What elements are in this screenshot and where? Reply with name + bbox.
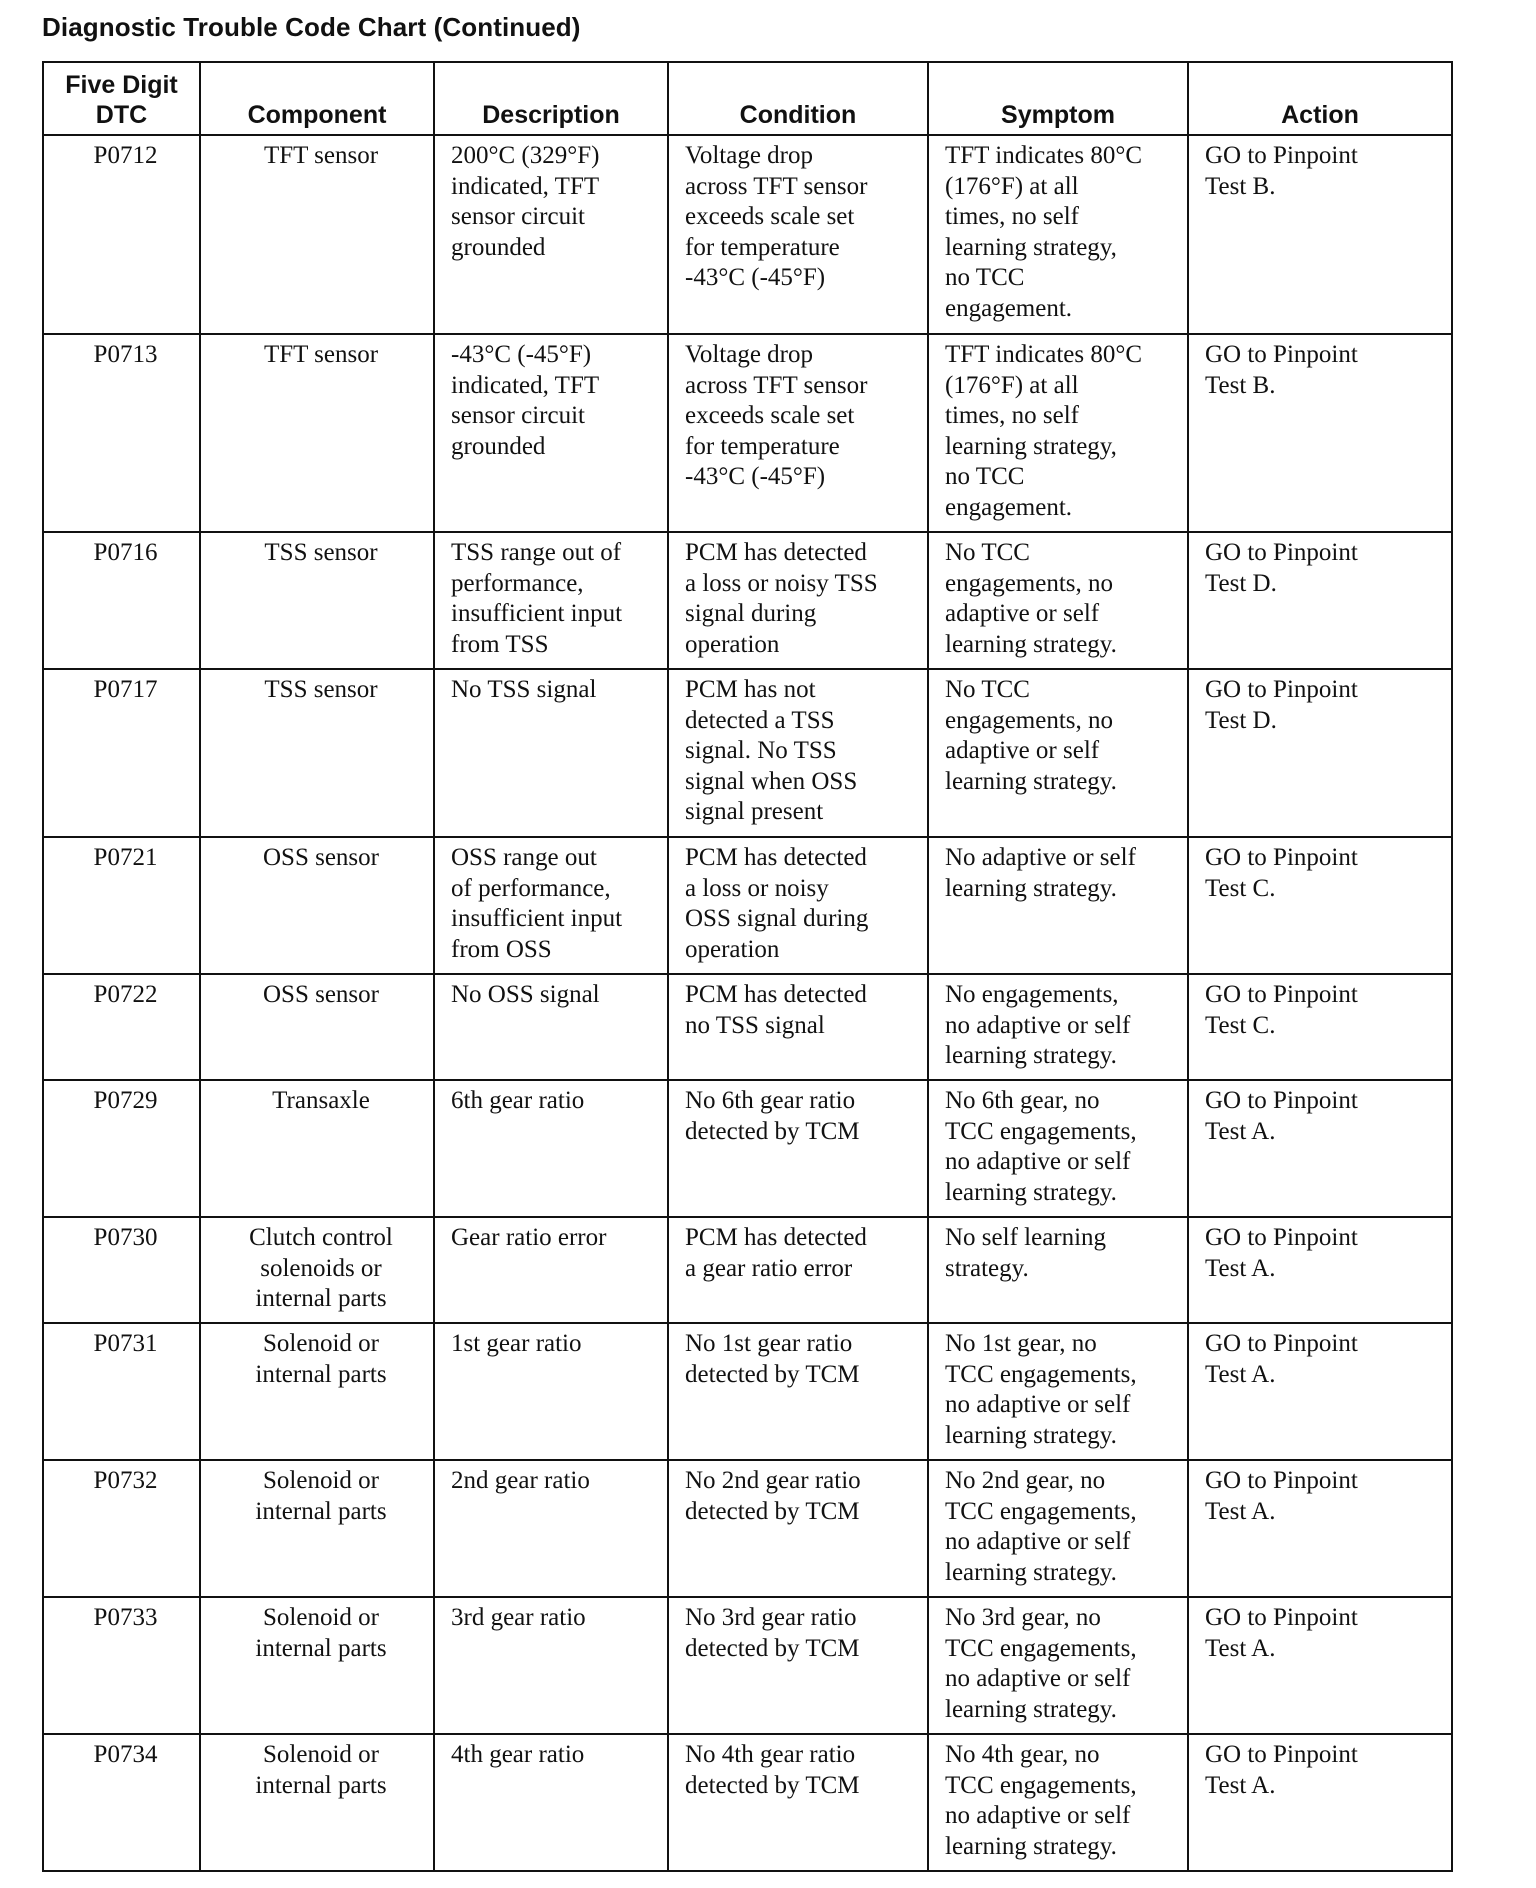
symptom-cell: No engagements, no adaptive or self learning strategy. (928, 974, 1188, 1080)
component-cell: Solenoid or internal parts (200, 1323, 434, 1460)
table-row (43, 1080, 1452, 1217)
description-cell: No TSS signal (434, 669, 668, 837)
description-cell: -43°C (-45°F) indicated, TFT sensor circuit grounded (434, 334, 668, 532)
condition-cell: Voltage drop across TFT sensor exceeds scale set for temperature -43°C (-45°F) (668, 334, 928, 532)
symptom-cell: No adaptive or self learning strategy. (928, 837, 1188, 974)
action-cell: GO to Pinpoint Test A. (1188, 1460, 1452, 1597)
header-symptom: Symptom (928, 62, 1188, 135)
component-cell: OSS sensor (200, 837, 434, 974)
table-row (43, 1460, 1452, 1597)
component-cell: OSS sensor (200, 974, 434, 1080)
symptom-cell: TFT indicates 80°C (176°F) at all times, no self learning strategy, no TCC engagement. (928, 334, 1188, 532)
condition-cell: PCM has detected a loss or noisy OSS signal during operation (668, 837, 928, 974)
component-cell: Solenoid or internal parts (200, 1734, 434, 1871)
action-cell: GO to Pinpoint Test A. (1188, 1597, 1452, 1734)
condition-cell: No 1st gear ratio detected by TCM (668, 1323, 928, 1460)
description-cell: No OSS signal (434, 974, 668, 1080)
dtc-code-cell: P0722 (43, 974, 200, 1080)
table-row (43, 974, 1452, 1080)
dtc-code-cell: P0732 (43, 1460, 200, 1597)
description-cell: 200°C (329°F) indicated, TFT sensor circuit grounded (434, 135, 668, 334)
table-row (43, 1323, 1452, 1460)
symptom-cell: No 2nd gear, no TCC engagements, no adaptive or self learning strategy. (928, 1460, 1188, 1597)
table-row (43, 837, 1452, 974)
description-cell: 6th gear ratio (434, 1080, 668, 1217)
dtc-code-cell: P0717 (43, 669, 200, 837)
dtc-code-cell: P0734 (43, 1734, 200, 1871)
table-row (43, 1217, 1452, 1323)
component-cell: Clutch control solenoids or internal parts (200, 1217, 434, 1323)
symptom-cell: No 6th gear, no TCC engagements, no adaptive or self learning strategy. (928, 1080, 1188, 1217)
action-cell: GO to Pinpoint Test B. (1188, 135, 1452, 334)
header-row (43, 62, 1452, 135)
dtc-code-cell: P0713 (43, 334, 200, 532)
description-cell: 4th gear ratio (434, 1734, 668, 1871)
header-condition: Condition (668, 62, 928, 135)
action-cell: GO to Pinpoint Test C. (1188, 974, 1452, 1080)
symptom-cell: No TCC engagements, no adaptive or self learning strategy. (928, 532, 1188, 669)
dtc-code-cell: P0729 (43, 1080, 200, 1217)
symptom-cell: No 4th gear, no TCC engagements, no adaptive or self learning strategy. (928, 1734, 1188, 1871)
condition-cell: PCM has detected a loss or noisy TSS signal during operation (668, 532, 928, 669)
condition-cell: No 6th gear ratio detected by TCM (668, 1080, 928, 1217)
dtc-code-cell: P0716 (43, 532, 200, 669)
dtc-code-cell: P0721 (43, 837, 200, 974)
action-cell: GO to Pinpoint Test D. (1188, 669, 1452, 837)
condition-cell: No 3rd gear ratio detected by TCM (668, 1597, 928, 1734)
header-component: Component (200, 62, 434, 135)
component-cell: Solenoid or internal parts (200, 1460, 434, 1597)
condition-cell: PCM has not detected a TSS signal. No TSS signal when OSS signal present (668, 669, 928, 837)
dtc-table (42, 61, 1453, 1872)
table-row (43, 1597, 1452, 1734)
component-cell: TFT sensor (200, 135, 434, 334)
condition-cell: PCM has detected no TSS signal (668, 974, 928, 1080)
table-row (43, 669, 1452, 837)
dtc-code-cell: P0731 (43, 1323, 200, 1460)
component-cell: Solenoid or internal parts (200, 1597, 434, 1734)
table-row (43, 1734, 1452, 1871)
action-cell: GO to Pinpoint Test B. (1188, 334, 1452, 532)
header-description: Description (434, 62, 668, 135)
description-cell: 1st gear ratio (434, 1323, 668, 1460)
dtc-code-cell: P0730 (43, 1217, 200, 1323)
table-row (43, 135, 1452, 334)
table-row (43, 334, 1452, 532)
component-cell: Transaxle (200, 1080, 434, 1217)
symptom-cell: No self learning strategy. (928, 1217, 1188, 1323)
symptom-cell: No 1st gear, no TCC engagements, no adaptive or self learning strategy. (928, 1323, 1188, 1460)
symptom-cell: TFT indicates 80°C (176°F) at all times, no self learning strategy, no TCC engagement. (928, 135, 1188, 334)
condition-cell: No 2nd gear ratio detected by TCM (668, 1460, 928, 1597)
description-cell: TSS range out of performance, insufficient input from TSS (434, 532, 668, 669)
component-cell: TSS sensor (200, 669, 434, 837)
description-cell: Gear ratio error (434, 1217, 668, 1323)
action-cell: GO to Pinpoint Test A. (1188, 1734, 1452, 1871)
dtc-code-cell: P0733 (43, 1597, 200, 1734)
header-five-digit-dtc: Five Digit DTC (43, 62, 200, 135)
header-action: Action (1188, 62, 1452, 135)
symptom-cell: No 3rd gear, no TCC engagements, no adaptive or self learning strategy. (928, 1597, 1188, 1734)
dtc-code-cell: P0712 (43, 135, 200, 334)
component-cell: TSS sensor (200, 532, 434, 669)
description-cell: 2nd gear ratio (434, 1460, 668, 1597)
description-cell: 3rd gear ratio (434, 1597, 668, 1734)
action-cell: GO to Pinpoint Test A. (1188, 1323, 1452, 1460)
action-cell: GO to Pinpoint Test C. (1188, 837, 1452, 974)
condition-cell: No 4th gear ratio detected by TCM (668, 1734, 928, 1871)
action-cell: GO to Pinpoint Test A. (1188, 1217, 1452, 1323)
component-cell: TFT sensor (200, 334, 434, 532)
table-row (43, 532, 1452, 669)
condition-cell: Voltage drop across TFT sensor exceeds scale set for temperature -43°C (-45°F) (668, 135, 928, 334)
symptom-cell: No TCC engagements, no adaptive or self learning strategy. (928, 669, 1188, 837)
condition-cell: PCM has detected a gear ratio error (668, 1217, 928, 1323)
action-cell: GO to Pinpoint Test A. (1188, 1080, 1452, 1217)
action-cell: GO to Pinpoint Test D. (1188, 532, 1452, 669)
description-cell: OSS range out of performance, insufficient input from OSS (434, 837, 668, 974)
page-title: Diagnostic Trouble Code Chart (Continued) (42, 12, 581, 42)
